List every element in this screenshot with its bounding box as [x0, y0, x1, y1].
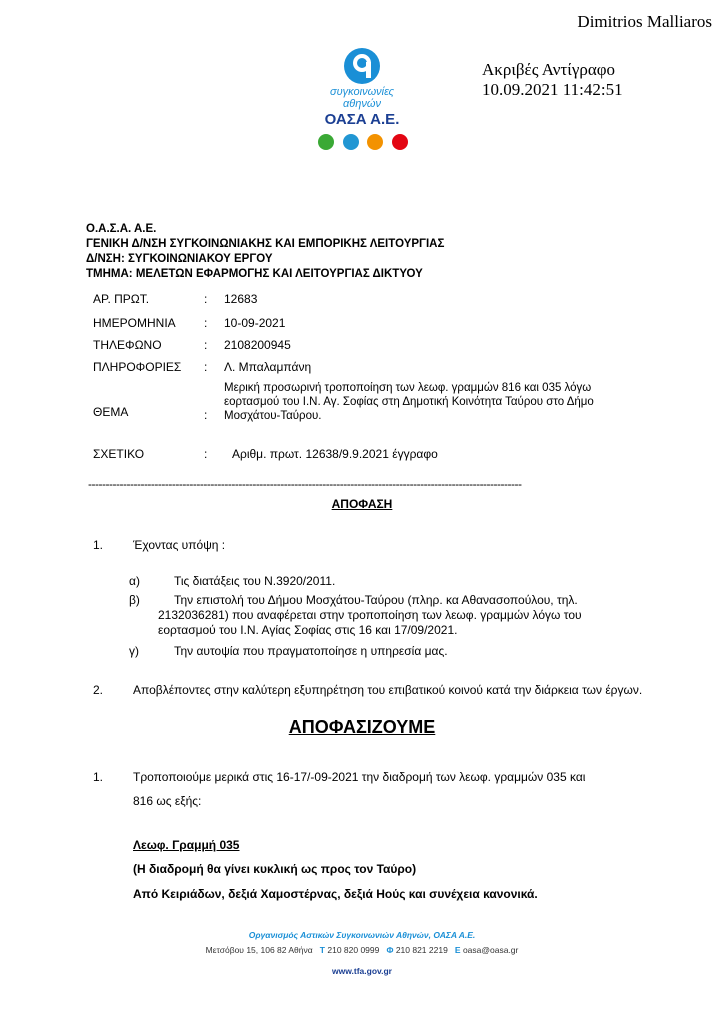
point2-text: Αποβλέποντες στην καλύτερη εξυπηρέτηση του επιβατικού κοινού κατά την διάρκεια των έργων.: [133, 683, 643, 697]
item-number: 2.: [93, 683, 104, 697]
footer-fax: 210 821 2219: [395, 945, 448, 955]
footer-email[interactable]: oasa@oasa.gr: [462, 945, 519, 955]
line-035-note: (Η διαδρομή θα γίνει κυκλική ως προς τον Ταύρο): [133, 862, 417, 876]
date-value: 10-09-2021: [224, 316, 286, 330]
protocol-label: ΑΡ. ΠΡΩΤ.: [93, 292, 150, 306]
logo-line3: ΟΑΣΑ Α.Ε.: [324, 111, 400, 128]
item-text: Τις διατάξεις του Ν.3920/2011.: [174, 574, 336, 588]
subject-value: Μερική προσωρινή τροποποίηση των λεωφ. γραμμών 816 και 035 λόγω εορτασμού του Ι.Ν. Αγ. Σοφίας στη Δημοτική Κοινότητα Ταύρου στο Δήμο Μοσχάτου-Ταύρου.: [224, 382, 594, 422]
footer-address: Μετσόβου 15, 106 82 Αθήνα: [205, 945, 313, 955]
tram-icon: [392, 134, 408, 150]
directorate: Δ/ΝΣΗ: ΣΥΓΚΟΙΝΩΝΙΑΚΟΥ ΕΡΓΟΥ: [86, 253, 273, 265]
colon: :: [204, 316, 208, 330]
related-value: Αριθμ. πρωτ. 12638/9.9.2021 έγγραφο: [232, 447, 438, 461]
item-number: 1.: [93, 538, 104, 552]
logo-line1: συγκοινωνίες: [329, 86, 394, 98]
oasa-logo: [300, 48, 430, 158]
signer-name: Dimitrios Malliaros: [577, 12, 712, 31]
separator-line: ----------------------------------------------------------------------------------------------------------------------------: [88, 477, 522, 491]
stamp-datetime: 10.09.2021 11:42:51: [482, 80, 623, 99]
bus-icon: [343, 134, 359, 150]
protocol-value: 12683: [224, 292, 258, 306]
line-035-title: Λεωφ. Γραμμή 035: [133, 838, 240, 852]
decision1-line1: Τροποποιούμε μερικά στις 16-17/-09-2021 την διαδρομή των λεωφ. γραμμών 035 και: [133, 770, 586, 784]
colon: :: [204, 408, 208, 422]
item-text: Την αυτοψία που πραγματοποίησε η υπηρεσία μας.: [174, 644, 448, 658]
footer-contact: [0, 945, 724, 955]
line-035-route: Από Κειριάδων, δεξιά Χαμοστέρνας, δεξιά Ηούς και συνέχεια κανονικά.: [133, 887, 538, 901]
phone-icon: Τ: [319, 945, 325, 955]
decision-title: ΑΠΟΦΑΣΗ: [331, 497, 393, 511]
colon: :: [204, 447, 208, 461]
we-decide-title: ΑΠΟΦΑΣΙΖΟΥΜΕ: [288, 717, 436, 737]
logo-line2: αθηνών: [343, 98, 381, 110]
decision1-line2: 816 ως εξής:: [133, 794, 202, 808]
related-label: ΣΧΕΤΙΚΟ: [93, 447, 145, 461]
item-text: Την επιστολή του Δήμου Μοσχάτου-Ταύρου (πληρ. κα Αθανασοπούλου, τηλ. 2132036281) που αναφέρεται στην τροποποίηση των λεωφ. γραμμών λόγω του εορτασμού του Ι.Ν. Αγίας Σοφίας στις 16 και 17/09/2021.: [158, 593, 582, 637]
logo-a-icon: [344, 48, 380, 84]
metro-icon: [318, 134, 334, 150]
footer-org: Οργανισμός Αστικών Συγκοινωνιών Αθηνών, ΟΑΣΑ Α.Ε.: [248, 930, 476, 940]
general-dept: ΓΕΝΙΚΗ Δ/ΝΣΗ ΣΥΓΚΟΙΝΩΝΙΑΚΗΣ ΚΑΙ ΕΜΠΟΡΙΚΗΣ ΛΕΙΤΟΥΡΓΙΑΣ: [86, 238, 445, 250]
considering-text: Έχοντας υπόψη :: [133, 538, 226, 552]
colon: :: [204, 338, 208, 352]
email-icon: E: [454, 945, 461, 955]
phone-value: 2108200945: [224, 338, 291, 352]
copy-label: Ακριβές Αντίγραφο: [482, 60, 616, 79]
date-label: ΗΜΕΡΟΜΗΝΙΑ: [93, 316, 176, 330]
item-letter: γ): [129, 644, 139, 658]
section: ΤΜΗΜΑ: ΜΕΛΕΤΩΝ ΕΦΑΡΜΟΓΗΣ ΚΑΙ ΛΕΙΤΟΥΡΓΙΑΣ ΔΙΚΤΥΟΥ: [86, 268, 423, 280]
footer-web[interactable]: www.tfa.gov.gr: [332, 966, 392, 976]
footer-phone: 210 820 0999: [327, 945, 380, 955]
fax-icon: Φ: [386, 945, 394, 955]
item-number: 1.: [93, 770, 104, 784]
item-letter: α): [129, 574, 140, 588]
colon: :: [204, 360, 208, 374]
trolley-icon: [367, 134, 383, 150]
colon: :: [204, 292, 208, 306]
info-label: ΠΛΗΡΟΦΟΡΙΕΣ: [93, 360, 182, 374]
info-value: Λ. Μπαλαμπάνη: [224, 360, 312, 374]
phone-label: ΤΗΛΕΦΩΝΟ: [93, 338, 162, 352]
subject-label: ΘΕΜΑ: [93, 405, 129, 419]
org-name: Ο.Α.Σ.Α. Α.Ε.: [86, 223, 157, 235]
item-letter: β): [129, 593, 140, 607]
